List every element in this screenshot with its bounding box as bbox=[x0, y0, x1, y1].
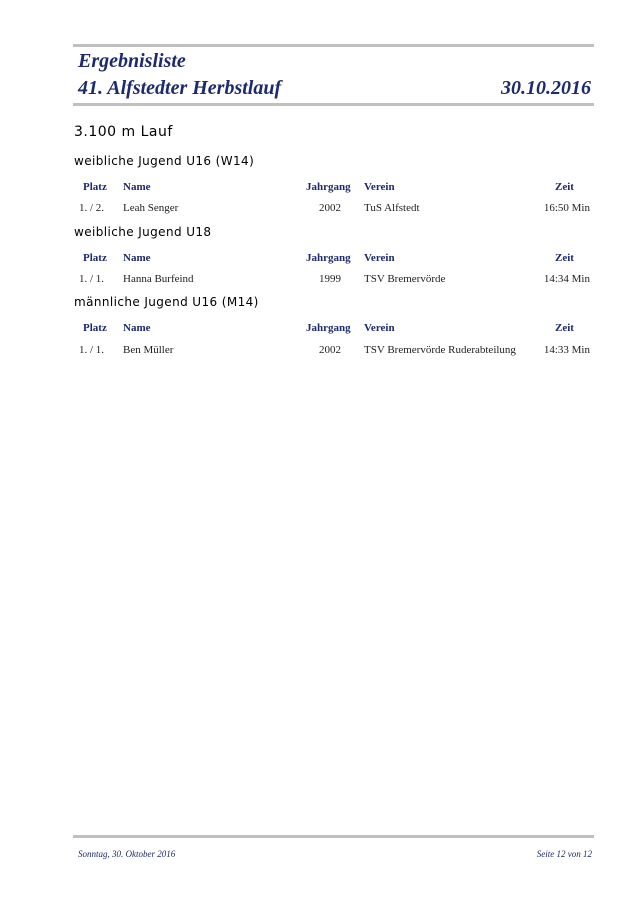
col-platz: Platz bbox=[83, 322, 107, 334]
cell-verein: TuS Alfstedt bbox=[364, 202, 420, 214]
cell-name: Ben Müller bbox=[123, 344, 174, 356]
cell-platz: 1. / 2. bbox=[79, 202, 105, 214]
cell-jahrgang: 2002 bbox=[319, 344, 341, 356]
header-bottom-rule bbox=[73, 103, 594, 106]
section-title: weibliche Jugend U16 (W14) bbox=[74, 154, 255, 168]
col-jahrgang: Jahrgang bbox=[306, 252, 351, 264]
col-zeit: Zeit bbox=[555, 322, 574, 334]
cell-zeit: 14:34 Min bbox=[543, 273, 590, 285]
event-title: 41. Alfstedter Herbstlauf bbox=[78, 77, 282, 99]
col-verein: Verein bbox=[364, 322, 395, 334]
cell-verein: TSV Bremervörde bbox=[364, 273, 446, 285]
col-name: Name bbox=[123, 322, 151, 334]
cell-jahrgang: 2002 bbox=[319, 202, 341, 214]
event-date: 30.10.2016 bbox=[501, 77, 591, 99]
col-jahrgang: Jahrgang bbox=[306, 322, 351, 334]
cell-platz: 1. / 1. bbox=[79, 344, 105, 356]
col-jahrgang: Jahrgang bbox=[306, 181, 351, 193]
section-title: männliche Jugend U16 (M14) bbox=[74, 295, 259, 309]
header-top-rule bbox=[73, 44, 594, 47]
cell-zeit: 16:50 Min bbox=[543, 202, 590, 214]
page-number: Seite 12 von 12 bbox=[536, 849, 592, 859]
page-title: Ergebnisliste bbox=[78, 50, 186, 72]
race-title: 3.100 m Lauf bbox=[74, 124, 173, 140]
cell-verein: TSV Bremervörde Ruderabteilung bbox=[364, 344, 516, 356]
col-zeit: Zeit bbox=[555, 252, 574, 264]
col-name: Name bbox=[123, 181, 151, 193]
footer-rule bbox=[73, 835, 594, 838]
col-zeit: Zeit bbox=[555, 181, 574, 193]
col-name: Name bbox=[123, 252, 151, 264]
cell-zeit: 14:33 Min bbox=[543, 344, 590, 356]
cell-name: Hanna Burfeind bbox=[123, 273, 194, 285]
cell-jahrgang: 1999 bbox=[319, 273, 341, 285]
col-platz: Platz bbox=[83, 252, 107, 264]
section-title: weibliche Jugend U18 bbox=[74, 225, 212, 239]
cell-platz: 1. / 1. bbox=[79, 273, 105, 285]
footer-date: Sonntag, 30. Oktober 2016 bbox=[78, 849, 176, 859]
col-verein: Verein bbox=[364, 181, 395, 193]
col-platz: Platz bbox=[83, 181, 107, 193]
cell-name: Leah Senger bbox=[123, 202, 179, 214]
col-verein: Verein bbox=[364, 252, 395, 264]
